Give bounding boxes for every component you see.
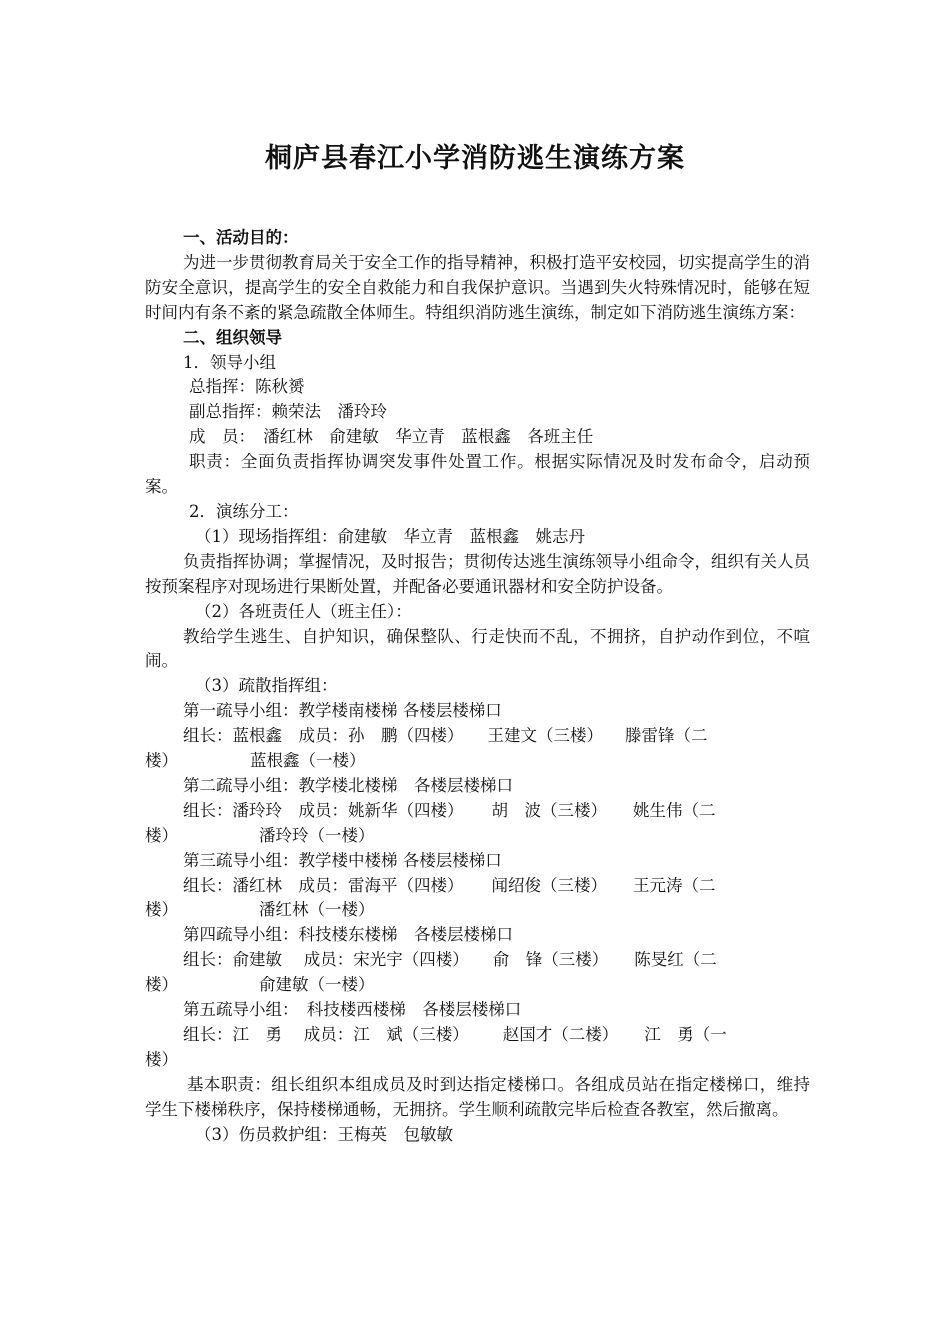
team-member-3f: 胡 波（三楼）: [491, 800, 607, 820]
team-member-1f: 江 勇（一: [644, 1025, 727, 1044]
team-leader-members: 组长：蓝根鑫 成员：孙 鹏（四楼）: [183, 726, 464, 746]
team-continuation-line: [145, 1048, 810, 1073]
team-floor-suffix: 楼）: [145, 975, 178, 995]
team-leader-members: 组长：江 勇 成员：江 斌（三楼）: [183, 1025, 469, 1044]
site-command-group: （1）现场指挥组：俞建敏 华立青 蓝根鑫 姚志丹: [195, 526, 585, 546]
team-member-2f: 滕雷锋（二: [625, 726, 708, 746]
site-command-duty: 负责指挥协调；掌握情况，及时报告；贯彻传达逃生演练领导小组命令，组织有关人员按预案程序对现场进行果断处置，并配备必要通讯器材和安全防护设备。: [145, 551, 810, 596]
team-member-3f: 闻绍俊（三楼）: [491, 875, 607, 895]
team-leader-line: [145, 724, 810, 749]
team-continuation-line: [145, 973, 810, 998]
team-member-2f: 陈旻红（二: [634, 950, 717, 970]
leader-group-title: 1．领导小组: [183, 352, 276, 372]
team-floor-suffix: 楼）: [145, 825, 178, 845]
document-body: [145, 226, 810, 1148]
team-member-2f: 王元涛（二: [633, 875, 716, 895]
team-leader-members: 组长：潘玲玲 成员：姚新华（四楼）: [183, 800, 464, 820]
team-floor-suffix: 楼）: [145, 751, 178, 771]
team-member-1f: 潘红林（一楼）: [259, 900, 375, 920]
vice-commander-line: 副总指挥：赖荣法 潘玲玲: [189, 402, 387, 422]
members-line: 成 员： 潘红林 俞建敏 华立青 蓝根鑫 各班主任: [189, 427, 594, 447]
team-member-2f: 姚生伟（二: [633, 800, 716, 820]
team-title: 第四疏导小组：科技楼东楼梯 各楼层楼梯口: [183, 925, 513, 945]
purpose-paragraph: 为进一步贯彻教育局关于安全工作的指导精神，积极打造平安校园，切实提高学生的消防安全意识，提高学生的安全自救能力和自我保护意识。当遇到失火特殊情况时，能够在短时间内有条不紊的紧急疏散全体师生。特组织消防逃生演练，制定如下消防逃生演练方案：: [145, 252, 810, 322]
commander-line: 总指挥：陈秋赟: [189, 377, 305, 397]
team-leader-line: [145, 948, 810, 973]
document-title: 桐庐县春江小学消防逃生演练方案: [265, 143, 685, 174]
evacuation-group: （3）疏散指挥组：: [195, 676, 338, 696]
class-responsible-group: （2）各班责任人（班主任）：: [195, 601, 412, 621]
team-continuation-line: [145, 824, 810, 849]
team-leader-members: 组长：潘红林 成员：雷海平（四楼）: [183, 875, 464, 895]
team-member-3f: 俞 锋（三楼）: [492, 950, 609, 970]
team-leader-members: 组长：俞建敏 成员：宋光宇（四楼）: [183, 950, 469, 970]
basic-duty-paragraph: 基本职责：组长组织本组成员及时到达指定楼梯口。各组成员站在指定楼梯口，维持学生下楼梯秩序，保持楼梯通畅，无拥挤。学生顺利疏散完毕后检查各教室，然后撤离。: [145, 1074, 810, 1119]
team-title: 第三疏导小组：教学楼中楼梯 各楼层楼梯口: [183, 850, 502, 870]
team-member-3f: 王建文（三楼）: [487, 726, 603, 746]
team-title: 第一疏导小组：教学楼南楼梯 各楼层楼梯口: [183, 701, 502, 721]
team-continuation-line: [145, 749, 810, 774]
team-floor-suffix: 楼）: [145, 900, 178, 920]
section-heading-organization: 二、组织领导: [183, 327, 282, 347]
team-title: 第二疏导小组：教学楼北楼梯 各楼层楼梯口: [183, 775, 513, 795]
team-leader-line: [145, 874, 810, 899]
rescue-group-line: （3）伤员救护组：王梅英 包敏敏: [195, 1124, 453, 1144]
team-member-1f: 潘玲玲（一楼）: [259, 825, 375, 845]
team-member-1f: 俞建敏（一楼）: [259, 975, 375, 995]
division-title: 2．演练分工：: [189, 501, 299, 521]
team-member-2f: 赵国才（二楼）: [502, 1025, 619, 1044]
class-responsible-duty: 教给学生逃生、自护知识，确保整队、行走快而不乱，不拥挤，自护动作到位，不喧闹。: [145, 626, 810, 671]
team-title: 第五疏导小组： 科技楼西楼梯 各楼层楼梯口: [183, 1000, 522, 1020]
leader-duty-paragraph: 职责：全面负责指挥协调突发事件处置工作。根据实际情况及时发布命令，启动预案。: [145, 452, 810, 497]
team-member-1f: 蓝根鑫（一楼）: [250, 751, 366, 771]
team-floor-suffix: 楼）: [145, 1049, 178, 1069]
team-continuation-line: [145, 898, 810, 923]
team-leader-line: [145, 1023, 810, 1048]
section-heading-purpose: 一、活动目的：: [183, 228, 299, 247]
team-leader-line: [145, 799, 810, 824]
